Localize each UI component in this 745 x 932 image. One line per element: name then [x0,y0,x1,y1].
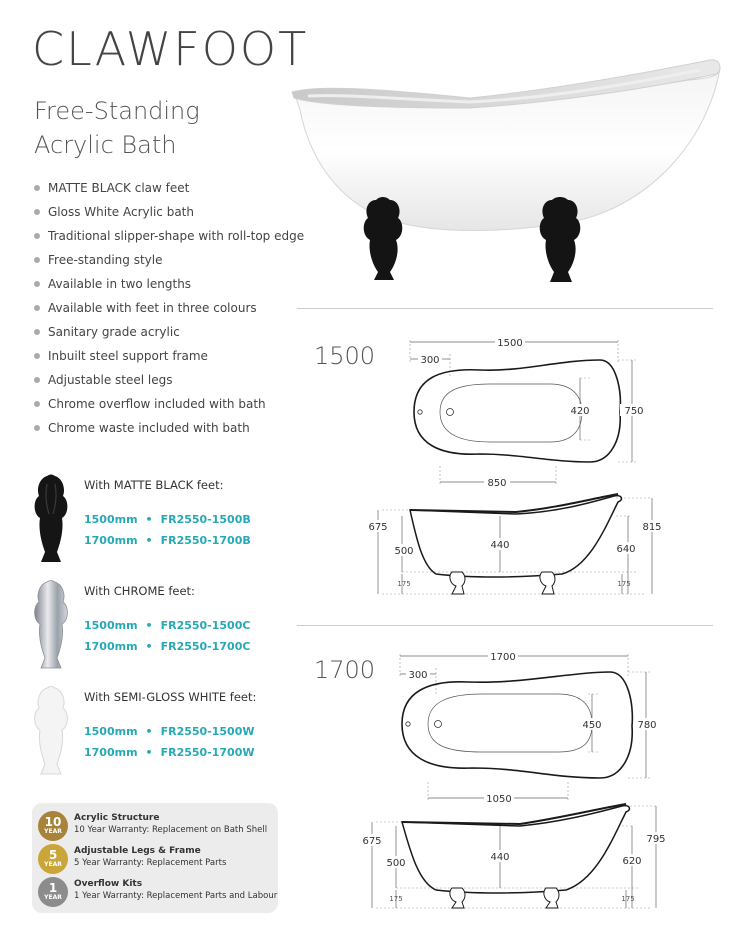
feature-item: Gloss White Acrylic bath [34,200,304,224]
warranty-item [38,844,274,876]
claw-foot-white-icon [30,686,72,776]
warranty-desc: 5 Year Warranty: Replacement Parts [74,858,227,868]
bullet-icon [34,425,40,431]
feet-option-label: With CHROME feet: [84,584,195,598]
dim-rim-height: 640 [616,544,636,555]
dim-inner-width: 420 [570,406,590,417]
size-label-1700: 1700 [314,656,376,684]
subtitle-line-1: Free-Standing [34,97,200,125]
feature-item: Sanitary grade acrylic [34,320,304,344]
feature-item: Chrome waste included with bath [34,416,304,440]
dim-inner-length: 850 [487,478,507,489]
side-diagram-1700 [360,800,670,912]
dim-inner-offset: 300 [408,670,428,681]
dim-height-total: 675 [362,836,382,847]
dim-leg-right: 175 [617,580,631,588]
dim-rim-height: 620 [622,856,642,867]
dim-height-total: 675 [368,522,388,533]
plan-diagram-1500 [400,334,650,494]
product-code-row: 1700mm • FR2550-1700C [84,640,251,653]
claw-foot-black-icon [30,474,72,564]
dim-depth: 500 [394,546,414,557]
bath-foot-left [364,197,403,280]
feet-option-black [30,474,290,564]
bath-product-image [290,50,722,290]
bullet-icon [34,257,40,263]
bullet-icon [34,281,40,287]
dim-depth: 500 [386,858,406,869]
warranty-title: Adjustable Legs & Frame [74,846,201,856]
dim-inner-depth: 440 [490,540,510,551]
divider [297,308,713,309]
dim-inner-width: 450 [582,720,602,731]
warranty-item [38,877,278,909]
size-label-1500: 1500 [314,342,376,370]
product-code-row: 1500mm • FR2550-1500C [84,619,251,632]
product-code-row: 1700mm • FR2550-1700W [84,746,255,759]
dim-width: 780 [637,720,657,731]
bath-foot-right [540,197,581,282]
claw-foot-chrome-icon [30,580,72,670]
dim-leg-left: 175 [389,895,403,903]
warranty-10-year-badge-icon: 10 YEAR [38,811,68,841]
bullet-icon [34,377,40,383]
feature-item: Adjustable steel legs [34,368,304,392]
product-code-row: 1700mm • FR2550-1700B [84,534,251,547]
warranty-1-year-badge-icon: 1 YEAR [38,877,68,907]
dim-overall-height: 795 [646,834,666,845]
feet-option-label: With SEMI-GLOSS WHITE feet: [84,690,257,704]
bullet-icon [34,209,40,215]
feature-item: Chrome overflow included with bath [34,392,304,416]
dim-overall-height: 815 [642,522,662,533]
dim-length: 1500 [497,338,523,349]
bullet-icon [34,233,40,239]
warranty-desc: 1 Year Warranty: Replacement Parts and Labour [74,891,278,901]
warranty-5-year-badge-icon: 5 YEAR [38,844,68,874]
warranty-title: Acrylic Structure [74,813,160,823]
feature-item: Inbuilt steel support frame [34,344,304,368]
dim-inner-length: 1050 [486,794,512,805]
dim-width: 750 [624,406,644,417]
feature-item: Available with feet in three colours [34,296,304,320]
dim-length: 1700 [490,652,516,663]
feet-option-white [30,686,290,776]
bullet-icon [34,185,40,191]
side-diagram-1500 [366,486,666,598]
subtitle-line-2: Acrylic Bath [34,131,177,159]
feature-item: Free-standing style [34,248,304,272]
page-subtitle [34,94,200,162]
product-code-row: 1500mm • FR2550-1500W [84,725,255,738]
feet-option-chrome [30,580,290,670]
bullet-icon [34,401,40,407]
product-code-row: 1500mm • FR2550-1500B [84,513,251,526]
dim-inner-offset: 300 [420,355,440,366]
warranty-panel [32,803,278,913]
warranty-item [38,811,274,843]
divider [297,625,713,626]
page-title: CLAWFOOT [32,22,309,76]
dim-leg-right: 175 [621,895,635,903]
plan-diagram-1700 [392,648,662,808]
bullet-icon [34,305,40,311]
dim-leg-left: 175 [397,580,411,588]
feature-item: MATTE BLACK claw feet [34,176,304,200]
feet-option-label: With MATTE BLACK feet: [84,478,224,492]
feature-item: Available in two lengths [34,272,304,296]
feature-item: Traditional slipper-shape with roll-top edge [34,224,304,248]
warranty-desc: 10 Year Warranty: Replacement on Bath Shell [74,825,268,835]
bullet-icon [34,329,40,335]
dim-inner-depth: 440 [490,852,510,863]
feature-list [34,176,304,440]
bullet-icon [34,353,40,359]
warranty-title: Overflow Kits [74,879,143,889]
